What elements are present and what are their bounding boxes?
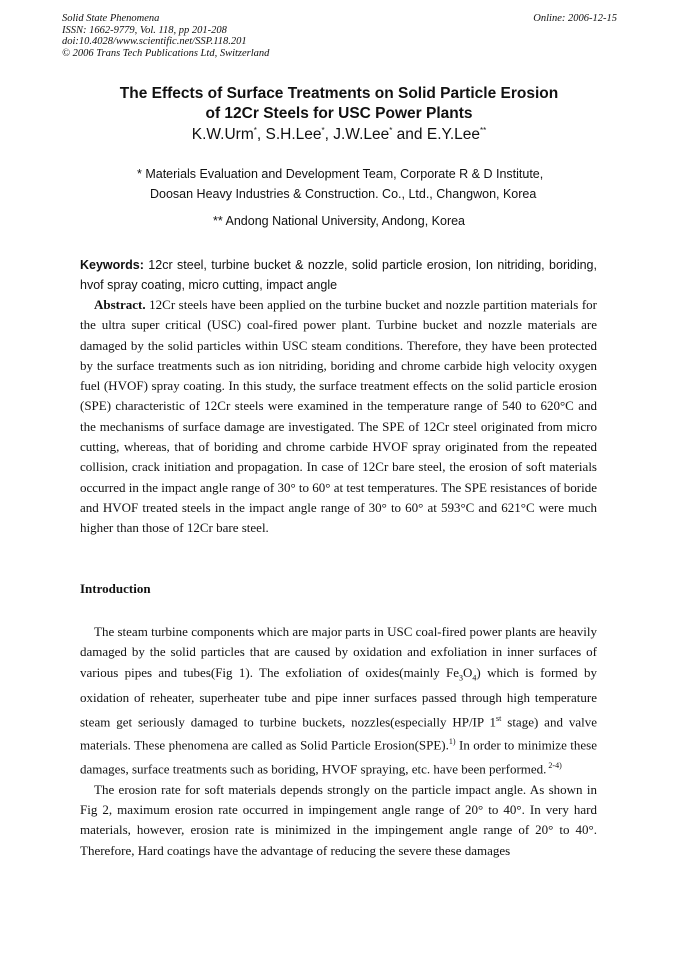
abstract-label: Abstract. (94, 297, 146, 312)
citation-superscript: 2-4) (546, 761, 562, 771)
superscript: st (496, 713, 502, 723)
abstract-text: 12Cr steels have been applied on the turbine bucket and nozzle partition materials for the ultra super critical (USC) coal-fired power plant. Turbine bucket and nozzle materials are damaged by the solid particles within USC steam conditions. Therefore, they have been protected by the surface treatments such as ion nitriding, boriding and chrome carbide high velocity oxygen fuel (HVOF) spray coating. In this study, the surface treatment effects on the solid particle erosion (SPE) characteristic of 12Cr steels were examined in the temperature range of 540 to 620°C and the mechanisms of surface damage are investigated. The SPE of 12Cr steel originated from micro cutting, whereas, that of boriding and chrome carbide HVOF spray originated from the repeated collision, crack initiation and propagation. In case of 12Cr bare steel, the erosion of soft materials occurred in the impact angle range of 30° to 60° at test temperatures. The SPE resistances of boride and HVOF treated steels in the impact angle range of 30° to 60° at 593°C and 621°C were much higher than those of 12Cr bare steel. (80, 297, 597, 536)
author-name: K.W.Urm (191, 126, 254, 144)
keywords-label: Keywords: (80, 258, 144, 272)
intro-text: The steam turbine components which are major parts in USC coal-fired power plants are heavily damaged by the solid particles that are caused by oxidation and exfoliation in inner surfaces of various pipes and tubes(Fig 1). The exfoliation of oxides(mainly Fe (80, 624, 597, 680)
keywords-text: 12cr steel, turbine bucket & nozzle, solid particle erosion, Ion nitriding, boriding, hvof spray coating, micro cutting, impact angle (80, 258, 597, 292)
title-line-2: of 12Cr Steels for USC Power Plants (205, 105, 473, 122)
keywords (80, 255, 597, 295)
author-separator: , (256, 126, 266, 144)
section-heading-introduction: Introduction (80, 581, 151, 596)
author-name: E.Y.Lee (426, 126, 481, 144)
author-mark: * (253, 126, 257, 135)
online-date: Online: 2006-12-15 (533, 13, 617, 24)
citation-superscript: 1) (448, 737, 456, 747)
paper-title (40, 84, 638, 124)
intro-text: O (463, 664, 473, 680)
subscript: 3 (459, 673, 464, 683)
author-name: J.W.Lee (333, 126, 390, 144)
affiliation-line-2: Doosan Heavy Industries & Construction. Co., Ltd., Changwon, Korea (150, 187, 537, 201)
author-mark: * (389, 126, 393, 135)
journal-name: Solid State Phenomena (62, 13, 160, 24)
subscript: 4 (472, 673, 477, 683)
author-list (40, 126, 638, 144)
author-mark: ** (480, 126, 487, 135)
author-separator: , (324, 126, 334, 144)
doi-line: doi:10.4028/www.scientific.net/SSP.118.201 (62, 36, 247, 47)
affiliation-line-1: * Materials Evaluation and Development Team, Corporate R & D Institute, (137, 167, 544, 181)
issn-line: ISSN: 1662-9779, Vol. 118, pp 201-208 (62, 24, 227, 36)
author-separator: and (392, 126, 427, 144)
intro-paragraph-1 (80, 622, 597, 780)
author-name: S.H.Lee (265, 126, 322, 144)
copyright-line: © 2006 Trans Tech Publications Ltd, Switzerland (62, 47, 270, 59)
abstract (80, 295, 597, 539)
running-header (62, 13, 617, 59)
intro-paragraph-2: The erosion rate for soft materials depends strongly on the particle impact angle. As shown in Fig 2, maximum erosion rate occurred in impingement angle range of 20° to 40°. In very hard materials, however, erosion rate is minimized in the impingement angle range of 20° to 40°. Therefore, Hard coatings have the advantage of reducing the severe these damages (80, 781, 597, 858)
author-mark: * (321, 126, 325, 135)
intro-text: stage) and valve materials. These phenomena are called as Solid Particle Erosion(SPE). (80, 714, 597, 753)
title-line-1: The Effects of Surface Treatments on Solid Particle Erosion (119, 85, 559, 102)
affiliation-line-3: ** Andong National University, Andong, Korea (213, 214, 466, 228)
intro-text: In order to minimize these damages, surface treatments such as boriding, HVOF spraying, etc. have been performed. (80, 737, 598, 777)
introduction-body (80, 622, 597, 861)
intro-text: ) which is formed by oxidation of reheater, superheater tube and pipe inner surfaces passed through high temperature steam get seriously damaged to turbine buckets, nozzles(especially HP/IP 1 (80, 664, 598, 730)
